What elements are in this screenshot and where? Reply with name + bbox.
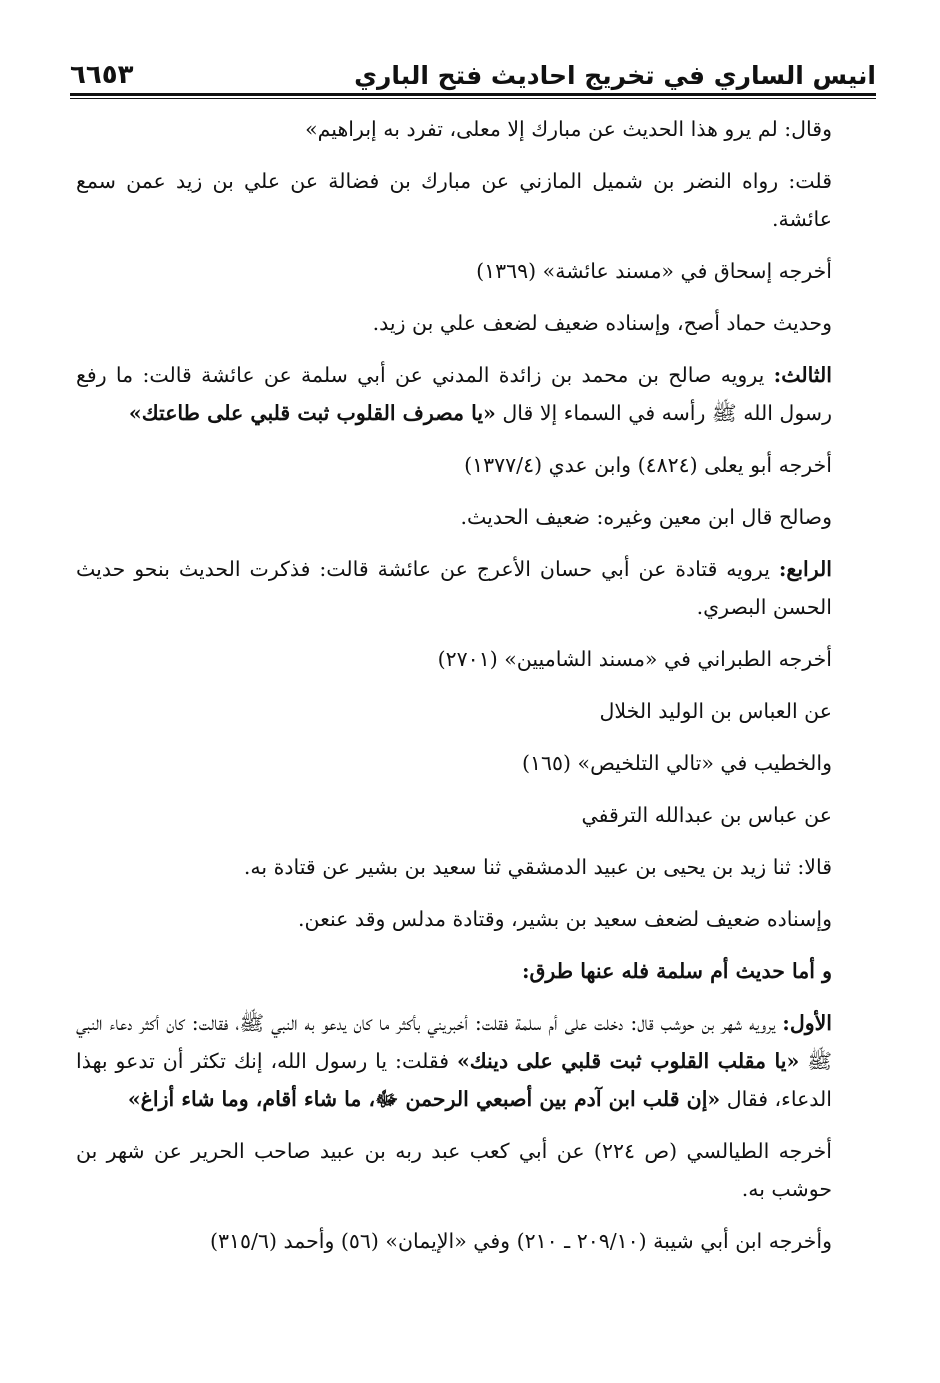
paragraph: والخطيب في «تالي التلخيص» (١٦٥) xyxy=(521,751,832,775)
paragraph: قالا: ثنا زيد بن يحيى بن عبيد الدمشقي ثنا سعيد بن بشير عن قتادة به. xyxy=(243,855,832,879)
section-heading: و أما حديث أم سلمة فله عنها طرق: xyxy=(521,959,832,983)
quoted-supplication: «يا مقلب القلوب ثبت قلبي على دينك» xyxy=(456,1049,800,1073)
header-rule-thick xyxy=(70,93,876,96)
quoted-supplication: «يا مصرف القلوب ثبت قلبي على طاعتك» xyxy=(128,401,496,425)
paragraph: أخرجه إسحاق في «مسند عائشة» (١٣٦٩) xyxy=(476,259,832,283)
section-lead: الأول: xyxy=(782,1011,832,1035)
quoted-hadith: «إن قلب ابن آدم بين أصبعي الرحمن ﷻ، ما شاء أقام، وما شاء أزاغ» xyxy=(127,1087,721,1111)
paragraph: عن عباس بن عبدالله الترقفي xyxy=(581,803,832,827)
paragraph: وأخرجه ابن أبي شيبة (٢٠٩/١٠ ـ ٢١٠) وفي «الإيمان» (٥٦) وأحمد (٣١٥/٦) xyxy=(210,1229,832,1253)
body-text xyxy=(76,110,880,1274)
page-number: ٦٦٥٣ xyxy=(70,60,134,90)
section-lead: الرابع: xyxy=(778,557,832,581)
paragraph: وحديث حماد أصح، وإسناده ضعيف لضعف علي بن زيد. xyxy=(372,311,832,335)
paragraph: قلت: رواه النضر بن شميل المازني عن مبارك بن فضالة عن علي بن زيد عمن سمع عائشة. xyxy=(76,169,832,231)
running-title: انيس الساري في تخريج احاديث فتح الباري xyxy=(354,61,876,90)
page-header xyxy=(70,44,876,90)
paragraph: أخرجه الطيالسي (ص ٢٢٤) عن أبي كعب عبد ربه بن عبيد صاحب الحرير عن شهر بن حوشب به. xyxy=(76,1139,833,1201)
paragraph: وقال: لم يرو هذا الحديث عن مبارك إلا معلى، تفرد به إبراهيم» xyxy=(305,117,832,141)
paragraph: الأول: يرويه شهر بن حوشب قال: دخلت على أم سلمة فقلت: أخبريني بأكثر ما كان يدعو به النبي ﷺ، فقالت: كان أكثر دعاء النبي ﷺ «يا مقلب القلوب ثبت قلبي على دينك» فقلت: يا رسول الله، إنك تكثر أن تدعو بهذا الدعاء، فقال «إن قلب ابن آدم بين أصبعي الرحمن ﷻ، ما شاء أقام، وما شاء أزاغ» xyxy=(76,1011,833,1111)
header-rule-thin xyxy=(70,98,876,99)
paragraph: وإسناده ضعيف لضعف سعيد بن بشير، وقتادة مدلس وقد عنعن. xyxy=(297,907,832,931)
paragraph: أخرجه أبو يعلى (٤٨٢٤) وابن عدي (١٣٧٧/٤) xyxy=(464,453,832,477)
paragraph: أخرجه الطبراني في «مسند الشاميين» (٢٧٠١) xyxy=(437,647,832,671)
paragraph: الرابع: يرويه قتادة عن أبي حسان الأعرج عن عائشة قالت: فذكرت الحديث بنحو حديث الحسن البصري. xyxy=(76,557,832,619)
section-lead: الثالث: xyxy=(773,363,832,387)
paragraph: عن العباس بن الوليد الخلال xyxy=(599,699,832,723)
paragraph: وصالح قال ابن معين وغيره: ضعيف الحديث. xyxy=(460,505,832,529)
paragraph: الثالث: يرويه صالح بن محمد بن زائدة المدني عن أبي سلمة عن عائشة قالت: ما رفع رسول الله ﷺ رأسه في السماء إلا قال «يا مصرف القلوب ثبت قلبي على طاعتك» xyxy=(76,363,832,425)
